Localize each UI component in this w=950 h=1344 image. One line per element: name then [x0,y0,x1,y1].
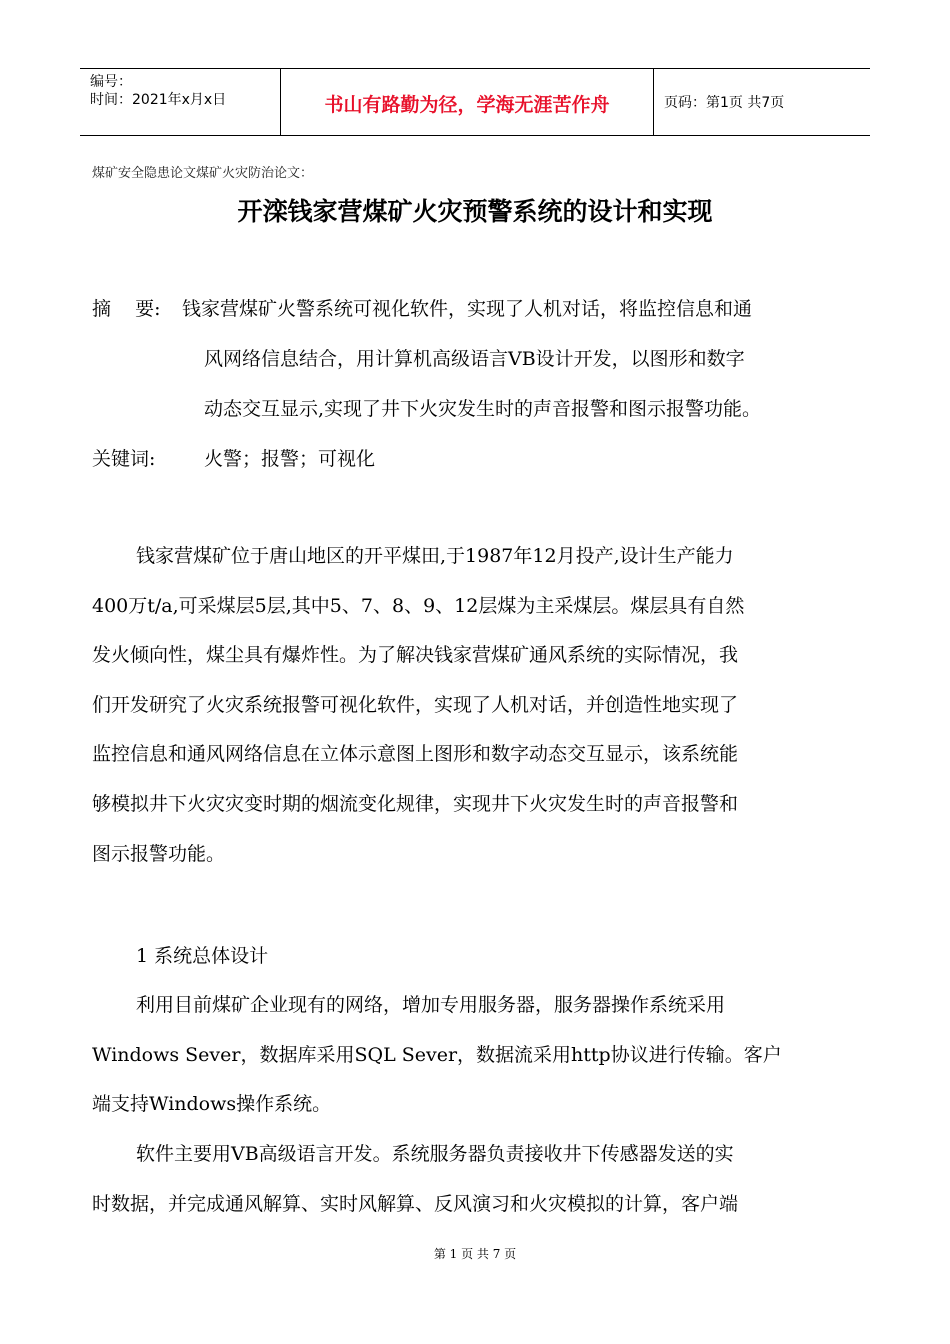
intro-paragraph [92,532,860,879]
paragraph-line: Windows Sever，数据库采用SQL Sever，数据流采用http协议进行传输。客户 [92,1043,782,1066]
paragraph-line: 图示报警功能。 [92,842,226,865]
number-label: 编号： [90,74,132,90]
subject-line: 煤矿安全隐患论文煤矿火灾防治论文： [92,166,314,181]
paragraph-line: 发火倾向性，煤尘具有爆炸性。为了解决钱家营煤矿通风系统的实际情况，我 [92,644,739,667]
section1-paragraph-2 [92,1130,860,1229]
paragraph-line: 端支持Windows操作系统。 [92,1093,332,1116]
header-motto-cell [280,69,654,135]
section1-paragraph-1 [92,981,860,1130]
abstract-line: 风网络信息结合，用计算机高级语言VB设计开发，以图形和数字 [204,348,745,370]
paragraph-line: 400万t/a,可采煤层5层,其中5、7、8、9、12层煤为主采煤层。煤层具有自然 [92,594,745,617]
page-info: 页码：第1页 共7页 [664,95,785,111]
header-left-cell [80,69,280,135]
paragraph-line: 钱家营煤矿位于唐山地区的开平煤田,于1987年12月投产,设计生产能力 [136,545,734,567]
paragraph-line: 软件主要用VB高级语言开发。系统服务器负责接收井下传感器发送的实 [136,1143,734,1165]
header-right-cell [654,69,870,135]
section-heading: 1 系统总体设计 [136,945,269,967]
paragraph-line: 够模拟井下火灾灾变时期的烟流变化规律，实现井下火灾发生时的声音报警和 [92,792,739,815]
document-header [80,68,870,136]
paragraph-line: 监控信息和通风网络信息在立体示意图上图形和数字动态交互显示，该系统能 [92,743,739,766]
paragraph-line: 们开发研究了火灾系统报警可视化软件，实现了人机对话，并创造性地实现了 [92,693,739,716]
abstract-line: 动态交互显示,实现了井下火灾发生时的声音报警和图示报警功能。 [204,398,762,420]
keywords-label: 关键词: [92,448,156,470]
abstract-label: 摘 要: [92,298,161,320]
page-footer: 第 1 页 共 7 页 [433,1247,517,1261]
time-label: 时间：2021年x月x日 [90,92,227,108]
paragraph-line: 时数据，并完成通风解算、实时风解算、反风演习和火灾模拟的计算，客户端 [92,1192,739,1215]
document-title: 开滦钱家营煤矿火灾预警系统的设计和实现 [237,197,713,226]
paragraph-line: 利用目前煤矿企业现有的网络，增加专用服务器，服务器操作系统采用 [136,994,726,1016]
keywords-value: 火警；报警；可视化 [204,448,376,470]
motto-text: 书山有路勤为径，学海无涯苦作舟 [324,94,610,116]
abstract-line: 钱家营煤矿火警系统可视化软件，实现了人机对话，将监控信息和通 [182,298,753,320]
